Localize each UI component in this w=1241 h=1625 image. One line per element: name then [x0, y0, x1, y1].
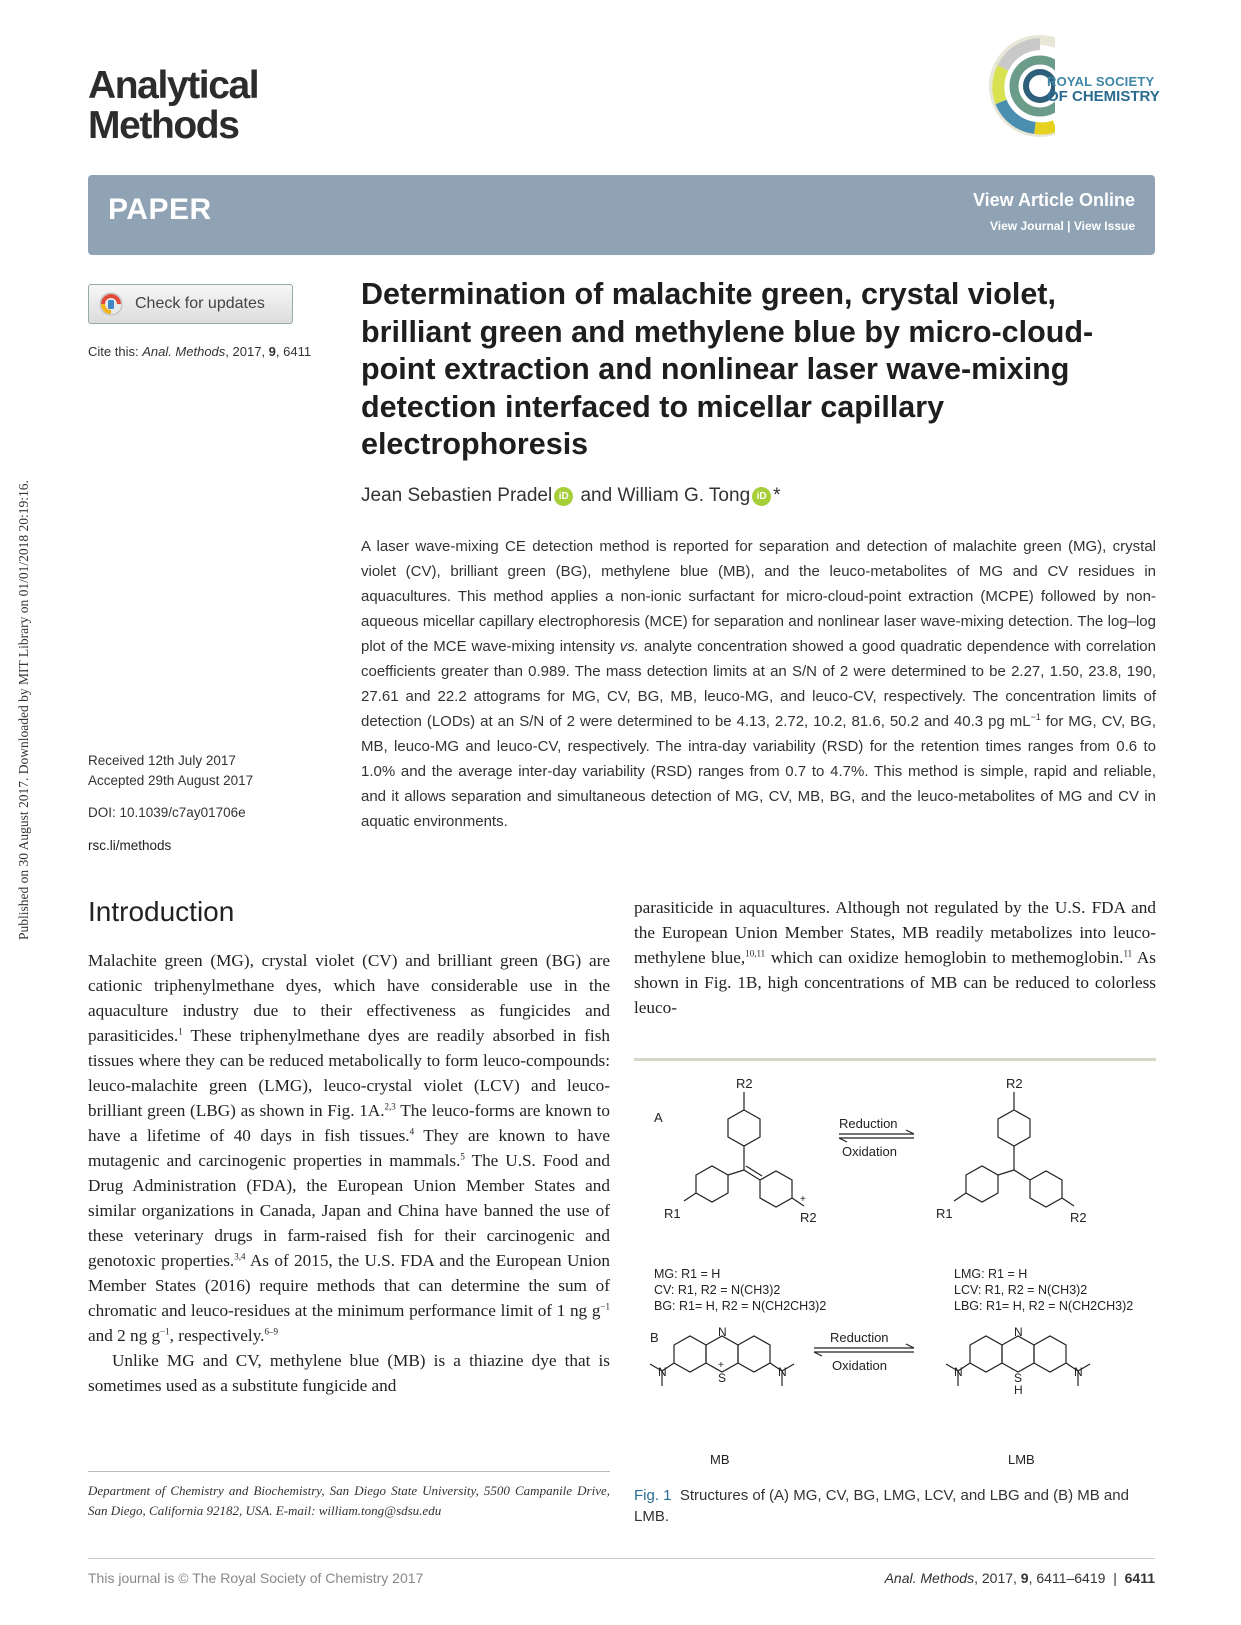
- cite-year: , 2017,: [225, 344, 269, 359]
- check-updates-icon: [99, 292, 123, 316]
- author-1[interactable]: Jean Sebastien Pradel: [361, 485, 553, 506]
- reduction-label: Reduction: [839, 1116, 898, 1131]
- atom-n: N: [1014, 1325, 1023, 1339]
- view-journal-link[interactable]: View Journal: [989, 219, 1064, 233]
- affiliation: Department of Chemistry and Biochemistry, San Diego State University, 5500 Campanile Drive, San Diego, California 92182, USA. E-mail: william.tong@sdsu.edu: [88, 1483, 610, 1518]
- figure-caption-text: Structures of (A) MG, CV, BG, LMG, LCV, and LBG and (B) MB and LMB.: [634, 1487, 1129, 1525]
- authors: [361, 485, 781, 507]
- page-citation: [885, 1570, 1155, 1586]
- lmb-label: LMB: [1008, 1452, 1035, 1467]
- citation: [88, 344, 311, 359]
- ref-link[interactable]: 5: [460, 1151, 465, 1162]
- orcid-icon[interactable]: iD: [554, 487, 573, 506]
- download-stamp-text: Published on 30 August 2017. Downloaded by MIT Library on 01/01/2018 20:19:16.: [16, 480, 31, 940]
- download-stamp: [6, 380, 36, 980]
- cite-prefix: Cite this:: [88, 344, 143, 359]
- text-run: These triphenylmethane dyes are readily absorbed in fish tissues where they can be reduced metabolically to form leuco-compounds: leuco-malachite green (LMG), leuco-crystal violet (LCV) and leuco-brilliant green (LBG) as shown in Fig. 1A.: [88, 1026, 610, 1120]
- publisher-name-line1: ROYAL SOCIETY: [1047, 74, 1155, 89]
- unit-exponent: −1: [600, 1301, 610, 1312]
- abstract-vs: vs.: [619, 638, 639, 655]
- cite-page: , 6411: [275, 344, 312, 359]
- figure-divider: [634, 1058, 1156, 1061]
- benzene-ring: [728, 1110, 760, 1146]
- r2-label: R2: [1006, 1076, 1023, 1091]
- ref-link[interactable]: 4: [409, 1126, 415, 1137]
- journal-name-line1: Analytical: [88, 64, 259, 107]
- r1-label: R1: [936, 1206, 953, 1221]
- intro-column-right: [634, 895, 1156, 1020]
- abstract-part: A laser wave-mixing CE detection method is reported for separation and detection of malachite green (MG), crystal violet (CV), brilliant green (BG), methylene blue (MB), and the leuco-metabolites of MG and CV residues in aquacultures. This method applies a non-ionic surfactant for micro-cloud-point extraction (MCPE) followed by non-aqueous micellar capillary electrophoresis (MCE) for separation and nonlinear laser wave-mixing detection. The log–log plot of the MCE wave-mixing intensity: [361, 538, 1156, 655]
- abstract-superscript: −1: [1030, 712, 1041, 722]
- text-run: and 2 ng g: [88, 1326, 161, 1345]
- view-issue-link[interactable]: View Issue: [1073, 219, 1135, 233]
- accepted-date: Accepted 29th August 2017: [88, 773, 254, 788]
- orcid-icon[interactable]: iD: [752, 487, 771, 506]
- oxidation-label: Oxidation: [842, 1144, 897, 1159]
- dates: [88, 751, 253, 791]
- publisher-name-line2: OF CHEMISTRY: [1047, 88, 1160, 105]
- left-list-1: MG: R1 = H: [654, 1267, 721, 1281]
- cite-journal: Anal. Methods: [142, 344, 226, 359]
- ref-link[interactable]: 3,4: [234, 1251, 246, 1262]
- ref-link[interactable]: 11: [1123, 948, 1133, 959]
- plus-charge: +: [800, 1194, 806, 1205]
- journal-name: [88, 66, 258, 146]
- text-run: parasiticide in aquacultures. Although not regulated by the U.S. FDA and the European Union Member States, MB readily metabolizes into leuco-methylene blue,: [634, 898, 1156, 967]
- reduction-label: Reduction: [830, 1330, 889, 1345]
- atom-n: N: [778, 1365, 787, 1379]
- abstract-text: [361, 534, 1156, 834]
- intro-paragraph-2-cont: [634, 895, 1156, 1020]
- footer-pages: , 6411–6419: [1028, 1570, 1106, 1586]
- unit-exponent: −1: [160, 1326, 170, 1337]
- intro-paragraph-2: Unlike MG and CV, methylene blue (MB) is a thiazine dye that is sometimes used as a substitute fungicide and: [88, 1351, 610, 1395]
- benzene-ring: [1030, 1171, 1062, 1207]
- figure-label[interactable]: Fig. 1: [634, 1487, 672, 1504]
- oxidation-label: Oxidation: [832, 1358, 887, 1373]
- figure-caption: [634, 1485, 1156, 1527]
- figure-1-structures: [634, 1070, 1156, 1482]
- abstract-part: for MG, CV, BG, MB, leuco-MG and leuco-CV, respectively. The intra-day variability (RSD) for the retention times ranges from 0.6 to 1.0% and the average inter-day variability (RSD) ranges from 0.7 to 4.7%. This method is simple, rapid and reliable, and it allows separation and simultaneous detection of MG, CV, MB, BG, and the leuco-metabolites of MG and CV in aquatic environments.: [361, 713, 1156, 830]
- benzene-ring: [998, 1110, 1030, 1146]
- page-number: 6411: [1124, 1570, 1155, 1586]
- panel-label-b: B: [650, 1330, 659, 1345]
- ref-link[interactable]: 6–9: [264, 1326, 278, 1337]
- r2-label: R2: [736, 1076, 753, 1091]
- r1-label: R1: [664, 1206, 681, 1221]
- text-run: They are known to have mutagenic and carcinogenic properties in mammals.: [88, 1126, 610, 1170]
- text-run: As shown in Fig. 1B, high concentrations of MB can be reduced to colorless leuco-: [634, 948, 1156, 1017]
- corresponding-star: *: [773, 485, 781, 506]
- check-updates-label: Check for updates: [135, 295, 265, 312]
- author-2[interactable]: William G. Tong: [617, 485, 751, 506]
- journal-name-line2: Methods: [88, 104, 239, 147]
- text-run: Malachite green (MG), crystal violet (CV) and brilliant green (BG) are cationic triphenylmethane dyes, which have considerable use in the aquaculture industry due to their effectiveness as fungicides and parasiticides.: [88, 951, 610, 1045]
- atom-n: N: [954, 1365, 963, 1379]
- journal-link[interactable]: rsc.li/methods: [88, 838, 172, 853]
- abstract: [361, 534, 1156, 834]
- view-links: [990, 219, 1135, 233]
- plus-charge: +: [718, 1360, 724, 1371]
- article-title: Determination of malachite green, crystal violet, brilliant green and methylene blue by micro-cloud-point extraction and nonlinear laser wave-mixing detection interfaced to micellar capillary electrophoresis: [361, 277, 1094, 461]
- ref-link[interactable]: 10,11: [745, 948, 766, 959]
- atom-h: H: [1014, 1383, 1023, 1397]
- atom-s: S: [718, 1371, 727, 1385]
- footer-year: , 2017,: [974, 1570, 1021, 1586]
- text-run: The leuco-forms are known to have a lifetime of 40 days in fish tissues.: [88, 1101, 610, 1145]
- atom-s: S: [1014, 1371, 1023, 1385]
- article-type-banner: [88, 175, 1155, 255]
- r2-label: R2: [1070, 1210, 1087, 1225]
- view-article-online-link[interactable]: View Article Online: [972, 190, 1135, 210]
- author-conjunction: and: [575, 485, 618, 506]
- copyright: This journal is © The Royal Society of Chemistry 2017: [88, 1570, 424, 1586]
- text-run: The U.S. Food and Drug Administration (FDA), the European Union Member States and similar organizations in Canada, Japan and China have banned the use of these veterinary drugs in farm-raised fish for their carcinogenic and genotoxic properties.: [88, 1151, 610, 1270]
- r2-label: R2: [800, 1210, 817, 1225]
- left-list-2: CV: R1, R2 = N(CH3)2: [654, 1283, 781, 1297]
- left-list-3: BG: R1= H, R2 = N(CH2CH3)2: [654, 1299, 827, 1313]
- mb-label: MB: [710, 1452, 730, 1467]
- text-run: which can oxidize hemoglobin to methemoglobin.: [765, 948, 1124, 967]
- benzene-ring: [696, 1166, 728, 1202]
- atom-n: N: [718, 1325, 727, 1339]
- cite-volume: 9: [268, 344, 276, 359]
- atom-n: N: [1074, 1365, 1083, 1379]
- intro-paragraph-1: [88, 948, 610, 1348]
- footnote-divider: [88, 1471, 610, 1472]
- check-for-updates-button[interactable]: [88, 284, 293, 324]
- text-run: , respectively.: [169, 1326, 265, 1345]
- panel-label-a: A: [654, 1110, 663, 1125]
- benzene-ring: [966, 1166, 998, 1202]
- right-list-2: LCV: R1, R2 = N(CH3)2: [954, 1283, 1088, 1297]
- ref-link[interactable]: 1: [178, 1026, 183, 1037]
- ref-link[interactable]: 2,3: [384, 1101, 396, 1112]
- received-date: Received 12th July 2017: [88, 753, 236, 768]
- right-list-3: LBG: R1= H, R2 = N(CH2CH3)2: [954, 1299, 1134, 1313]
- footer-volume: 9: [1020, 1570, 1029, 1586]
- footer-journal: Anal. Methods: [884, 1570, 975, 1586]
- article-type: PAPER: [108, 193, 212, 226]
- intro-column-left: [88, 948, 610, 1398]
- benzene-ring: [760, 1171, 792, 1207]
- atom-n: N: [658, 1365, 667, 1379]
- right-list-1: LMG: R1 = H: [954, 1267, 1028, 1281]
- section-heading: Introduction: [88, 896, 235, 927]
- rsc-emblem-icon: [985, 30, 1055, 145]
- publisher-logo: [985, 30, 1165, 145]
- footer-divider: [88, 1558, 1155, 1559]
- footer-separator: |: [1113, 1570, 1117, 1586]
- abstract-part: analyte concentration showed a good quadratic dependence with correlation coefficients greater than 0.989. The mass detection limits at an S/N of 2 were determined to be 2.27, 1.50, 23.8, 190, 27.61 and 22.2 attograms for MG, CV, BG, MB, leuco-MG, and leuco-CV, respectively. The concentration limits of detection (LODs) at an S/N of 2 were determined to be 4.13, 2.72, 10.2, 81.6, 50.2 and 40.3 pg mL: [361, 638, 1156, 730]
- text-run: As of 2015, the U.S. FDA and the European Union Member States (2016) require methods that can determine the sum of chromatic and leuco-residues at the minimum performance limit of 1 ng g: [88, 1251, 610, 1320]
- link-separator: |: [1067, 219, 1071, 233]
- doi[interactable]: DOI: 10.1039/c7ay01706e: [88, 805, 246, 820]
